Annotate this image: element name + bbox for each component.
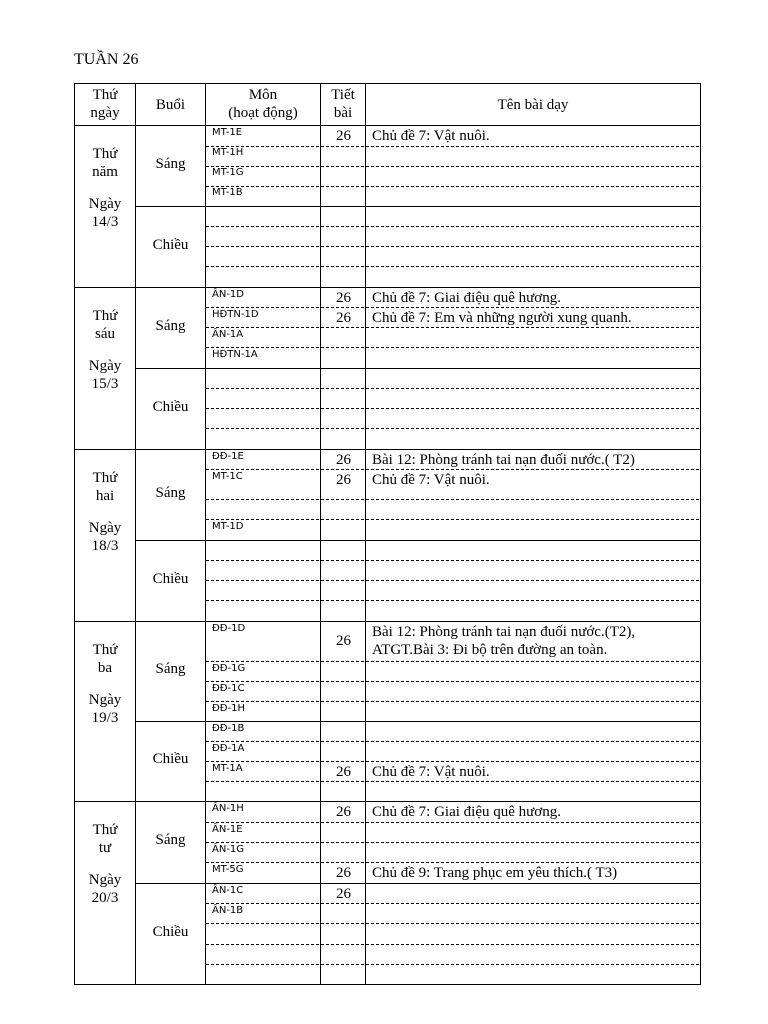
lesson-cell: Chủ đề 7: Giai điệu quê hương. (372, 804, 561, 820)
row-divider (366, 347, 699, 348)
row-divider (206, 226, 319, 227)
lesson-cell: Chủ đề 9: Trang phục em yêu thích.( T3) (372, 865, 618, 881)
row-divider (321, 246, 364, 247)
row-divider (321, 469, 364, 470)
row-divider (321, 519, 364, 520)
day-label (75, 145, 135, 231)
subject-cell: ÂN-1G (212, 844, 245, 855)
column-rule-c3 (320, 83, 321, 985)
row-divider (366, 842, 699, 843)
subject-cell: ÂN-1E (212, 824, 243, 835)
row-divider (321, 166, 364, 167)
row-divider (321, 428, 364, 429)
session-label: Sáng (155, 661, 186, 677)
row-divider (321, 781, 364, 782)
header-subject-line1: Môn (248, 87, 278, 103)
header-day-line1: Thứ (92, 87, 118, 103)
row-divider (321, 822, 364, 823)
header-period-line1: Tiết (331, 87, 355, 103)
lesson-cell: Chủ đề 7: Em và những người xung quanh. (372, 310, 632, 326)
day-weekday-line: Thứ (92, 308, 118, 324)
day-date-line: 14/3 (91, 214, 119, 230)
subject-cell: ÂN-1H (212, 803, 244, 814)
row-divider (366, 428, 699, 429)
row-divider (366, 964, 699, 965)
row-divider (206, 307, 319, 308)
week-title: TUẦN 26 (74, 51, 139, 68)
day-date-line: Ngày (88, 196, 122, 212)
row-divider (366, 408, 699, 409)
subject-cell: MT-1C (212, 471, 243, 482)
row-divider (366, 580, 699, 581)
row-divider (206, 781, 319, 782)
day-weekday-line: ba (97, 660, 113, 676)
row-divider (321, 944, 364, 945)
row-divider (206, 661, 319, 662)
day-weekday-line: năm (92, 164, 118, 180)
day-date-line: Ngày (88, 358, 122, 374)
session-separator (135, 368, 701, 369)
day-separator (74, 801, 701, 802)
row-divider (206, 327, 319, 328)
row-divider (321, 842, 364, 843)
day-weekday-line: Thứ (92, 146, 118, 162)
session-separator (135, 883, 701, 884)
day-date-line: Ngày (88, 872, 122, 888)
row-divider (206, 408, 319, 409)
row-divider (206, 944, 319, 945)
row-divider (321, 226, 364, 227)
period-cell: 26 (336, 804, 351, 820)
row-divider (366, 944, 699, 945)
subject-cell: ĐĐ-1G (212, 663, 246, 674)
subject-cell: ÂN-1A (212, 329, 244, 340)
row-divider (366, 701, 699, 702)
row-divider (366, 862, 699, 863)
row-divider (366, 681, 699, 682)
row-divider (206, 560, 319, 561)
row-divider (366, 226, 699, 227)
subject-cell: ÂN-1C (212, 885, 244, 896)
row-divider (206, 681, 319, 682)
header-separator (74, 125, 701, 126)
row-divider (321, 701, 364, 702)
row-divider (321, 661, 364, 662)
subject-cell: ĐĐ-1B (212, 723, 245, 734)
row-divider (321, 307, 364, 308)
row-divider (206, 347, 319, 348)
day-label (75, 469, 135, 555)
row-divider (206, 903, 319, 904)
row-divider (321, 923, 364, 924)
lesson-cell: Bài 12: Phòng tránh tai nạn đuối nước.(T2), (372, 624, 636, 640)
day-separator (74, 287, 701, 288)
row-divider (366, 307, 699, 308)
day-weekday-line: sáu (95, 326, 115, 342)
period-cell: 26 (336, 764, 351, 780)
session-label: Sáng (155, 155, 186, 172)
session-label: Chiều (152, 398, 189, 415)
day-date-line: 20/3 (91, 890, 119, 906)
row-divider (366, 781, 699, 782)
day-date-line: 18/3 (91, 538, 119, 554)
row-divider (206, 499, 319, 500)
subject-cell: MT-1H (212, 147, 244, 158)
day-weekday-line: tư (98, 840, 112, 856)
row-divider (206, 822, 319, 823)
session-separator (135, 206, 701, 207)
column-rule-c4 (365, 83, 366, 985)
session-label: Chiều (152, 923, 189, 940)
header-session: Buổi (155, 97, 186, 113)
row-divider (366, 146, 699, 147)
row-divider (321, 600, 364, 601)
subject-cell: MT-1D (212, 521, 244, 532)
period-cell: 26 (336, 452, 351, 468)
day-separator (74, 449, 701, 450)
row-divider (321, 761, 364, 762)
row-divider (321, 964, 364, 965)
subject-cell: ÂN-1D (212, 289, 244, 300)
header-subject (206, 86, 320, 122)
row-divider (366, 519, 699, 520)
day-separator (74, 984, 701, 985)
subject-cell: MT-5G (212, 864, 244, 875)
row-divider (206, 862, 319, 863)
row-divider (366, 923, 699, 924)
lesson-cell: Chủ đề 7: Vật nuôi. (372, 764, 490, 780)
column-rule-c1 (135, 83, 136, 985)
session-label: Sáng (155, 484, 186, 501)
header-lesson: Tên bài dạy (497, 97, 569, 113)
row-divider (206, 741, 319, 742)
session-label: Chiều (152, 751, 189, 767)
subject-cell: HĐTN-1A (212, 349, 258, 360)
session-label: Chiều (152, 236, 189, 253)
subject-cell: ĐĐ-1A (212, 743, 245, 754)
row-divider (206, 246, 319, 247)
row-divider (366, 761, 699, 762)
row-divider (366, 469, 699, 470)
period-cell: 26 (336, 886, 351, 902)
day-date-line: 19/3 (91, 710, 119, 726)
session-label: Chiều (152, 570, 189, 587)
header-period (321, 86, 365, 122)
subject-cell: MT-1E (212, 127, 243, 138)
lesson-cell: Chủ đề 7: Vật nuôi. (372, 472, 490, 488)
row-divider (206, 761, 319, 762)
row-divider (366, 600, 699, 601)
subject-cell: ĐĐ-1C (212, 683, 245, 694)
period-cell: 26 (336, 128, 351, 144)
row-divider (206, 519, 319, 520)
row-divider (321, 560, 364, 561)
row-divider (206, 428, 319, 429)
column-rule-c2 (205, 83, 206, 985)
subject-cell: MT-1G (212, 167, 244, 178)
header-period-line2: bài (333, 105, 353, 121)
session-separator (135, 721, 701, 722)
period-cell: 26 (336, 310, 351, 326)
lesson-cell: Chủ đề 7: Vật nuôi. (372, 128, 490, 144)
subject-cell: ĐĐ-1E (212, 451, 244, 462)
row-divider (366, 186, 699, 187)
row-divider (321, 388, 364, 389)
row-divider (366, 388, 699, 389)
row-divider (321, 266, 364, 267)
period-cell: 26 (336, 472, 351, 488)
row-divider (366, 246, 699, 247)
day-date-line: Ngày (88, 692, 122, 708)
lesson-cell: Bài 12: Phòng tránh tai nạn đuối nước.( T2) (372, 452, 635, 468)
row-divider (366, 903, 699, 904)
row-divider (366, 741, 699, 742)
row-divider (206, 923, 319, 924)
row-divider (321, 580, 364, 581)
day-weekday-line: Thứ (92, 642, 118, 658)
row-divider (366, 661, 699, 662)
period-cell: 26 (336, 865, 351, 881)
subject-cell: HĐTN-1D (212, 309, 259, 320)
row-divider (321, 862, 364, 863)
day-weekday-line: hai (95, 488, 115, 504)
row-divider (366, 327, 699, 328)
row-divider (366, 266, 699, 267)
row-divider (321, 408, 364, 409)
row-divider (206, 580, 319, 581)
row-divider (366, 499, 699, 500)
session-label: Sáng (155, 317, 186, 334)
day-label (75, 641, 135, 727)
column-rule-right (700, 83, 701, 985)
day-weekday-line: Thứ (92, 822, 118, 838)
subject-cell: MT-1A (212, 763, 243, 774)
row-divider (206, 964, 319, 965)
row-divider (321, 499, 364, 500)
row-divider (321, 681, 364, 682)
row-divider (321, 347, 364, 348)
day-separator (74, 621, 701, 622)
row-divider (206, 388, 319, 389)
subject-cell: MT-1B (212, 187, 243, 198)
header-day-line2: ngày (90, 105, 120, 121)
day-date-line: Ngày (88, 520, 122, 536)
day-label (75, 307, 135, 393)
row-divider (321, 186, 364, 187)
subject-cell: ĐĐ-1H (212, 703, 245, 714)
row-divider (321, 146, 364, 147)
subject-cell: ÂN-1B (212, 905, 244, 916)
lesson-cell: Chủ đề 7: Giai điệu quê hương. (372, 290, 561, 306)
row-divider (366, 822, 699, 823)
lesson-cell-continued: ATGT.Bài 3: Đi bộ trên đường an toàn. (372, 642, 608, 658)
row-divider (206, 600, 319, 601)
row-divider (321, 327, 364, 328)
subject-cell: ĐĐ-1D (212, 623, 246, 634)
row-divider (206, 266, 319, 267)
row-divider (206, 701, 319, 702)
row-divider (366, 166, 699, 167)
header-subject-line2: (hoạt động) (228, 105, 298, 121)
header-day (75, 86, 135, 122)
row-divider (321, 741, 364, 742)
row-divider (321, 903, 364, 904)
row-divider (206, 469, 319, 470)
day-weekday-line: Thứ (92, 470, 118, 486)
period-cell: 26 (336, 290, 351, 306)
row-divider (366, 560, 699, 561)
day-label (75, 821, 135, 907)
session-label: Sáng (155, 832, 186, 848)
row-divider (206, 842, 319, 843)
table-top-border (74, 83, 701, 84)
period-cell: 26 (336, 633, 351, 649)
day-date-line: 15/3 (91, 376, 119, 392)
session-separator (135, 540, 701, 541)
